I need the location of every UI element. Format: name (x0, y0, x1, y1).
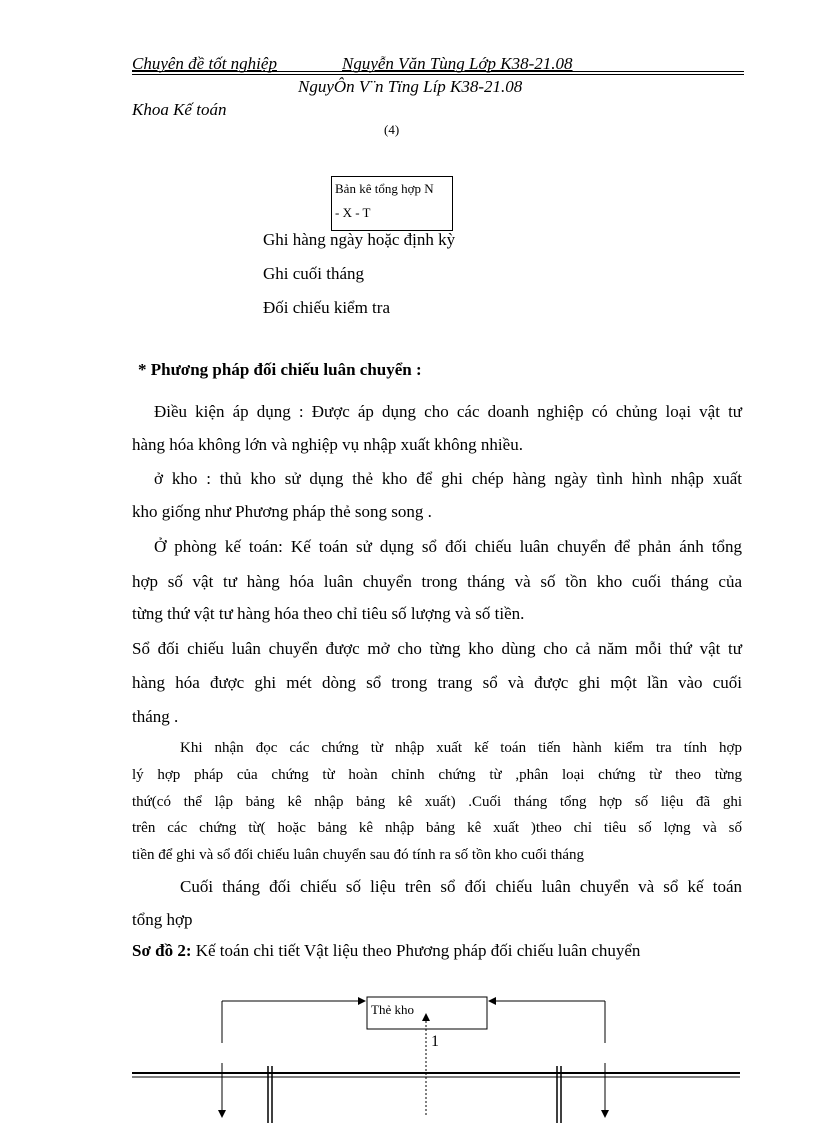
legend-reconcile: Đối chiếu kiểm tra (263, 298, 390, 317)
legend-daily: Ghi hàng ngày hoặc định kỳ (263, 230, 456, 249)
para-ledger: Sổ đối chiếu luân chuyển được mở cho từng kho dùng cho cả năm mỗi thứ vật tư (132, 639, 742, 658)
para-line: hợp số vật tư hàng hóa luân chuyển trong tháng và số tồn kho cuối tháng của (132, 572, 742, 591)
stock-card-label: Thẻ kho (371, 1002, 414, 1017)
running-header-left: Chuyên đề tốt nghiệp (132, 54, 277, 73)
legend-month-end: Ghi cuối tháng (263, 264, 365, 283)
header-author-line: NguyÔn V¨n Tïng Líp K38-21.08 (298, 77, 523, 96)
section-heading: * Phương pháp đối chiếu luân chuyển : (138, 360, 422, 379)
running-header-right: Nguyễn Văn Tùng Lớp K38-21.08 (342, 54, 573, 73)
summary-box-line1: Bản kê tổng hợp N (335, 181, 434, 196)
para-line: tiền để ghi và sổ đối chiếu luân chuyển sau đó tính ra số tồn kho cuối tháng (132, 847, 584, 863)
step-number-4: (4) (384, 122, 400, 137)
para-line: ở kho : thủ kho sử dụng thẻ kho để ghi chép hàng ngày tình hình nhập xuất (154, 469, 742, 488)
para-line: Điều kiện áp dụng : Được áp dụng cho các doanh nghiệp có chủng loại vật tư (154, 402, 742, 421)
para-line: tháng . (132, 707, 179, 726)
para-line: tổng hợp (132, 910, 193, 929)
step-number-1: 1 (431, 1033, 439, 1050)
para-line: Ở phòng kế toán: Kế toán sử dụng sổ đối chiếu luân chuyển để phản ánh tổng (154, 537, 742, 556)
para-line: thứ(có thể lập bảng kê nhập bảng kê xuất) .Cuối tháng tổng hợp số liệu đã ghi (132, 794, 742, 810)
diagram-caption-label: Sơ đồ 2: (132, 941, 192, 960)
summary-box-line2: - X - T (335, 205, 371, 220)
para-receipt: Khi nhận đọc các chứng từ nhập xuất kế toán tiến hành kiểm tra tính hợp (180, 740, 742, 756)
para-month-end: Cuối tháng đối chiếu số liệu trên sổ đối chiếu luân chuyển và sổ kế toán (180, 877, 742, 896)
para-line: lý hợp pháp của chứng từ hoàn chỉnh chứng từ ,phân loại chứng từ theo từng (132, 767, 742, 783)
diagram-caption-text: Kế toán chi tiết Vật liệu theo Phương pháp đối chiếu luân chuyển (191, 941, 641, 960)
para-line: hàng hóa không lớn và nghiệp vụ nhập xuất không nhiều. (132, 435, 523, 454)
para-line: kho giống như Phương pháp thẻ song song . (132, 502, 432, 521)
para-line: trên các chứng từ( hoặc bảng kê nhập bảng kê xuất )theo chỉ tiêu số lợng và số (132, 820, 742, 836)
para-line: hàng hóa được ghi mét dòng sổ trong trang sổ và được ghi một lần vào cuối (132, 673, 742, 692)
para-line: từng thứ vật tư hàng hóa theo chỉ tiêu số lượng và số tiền. (132, 604, 525, 623)
header-department: Khoa Kế toán (132, 100, 227, 119)
